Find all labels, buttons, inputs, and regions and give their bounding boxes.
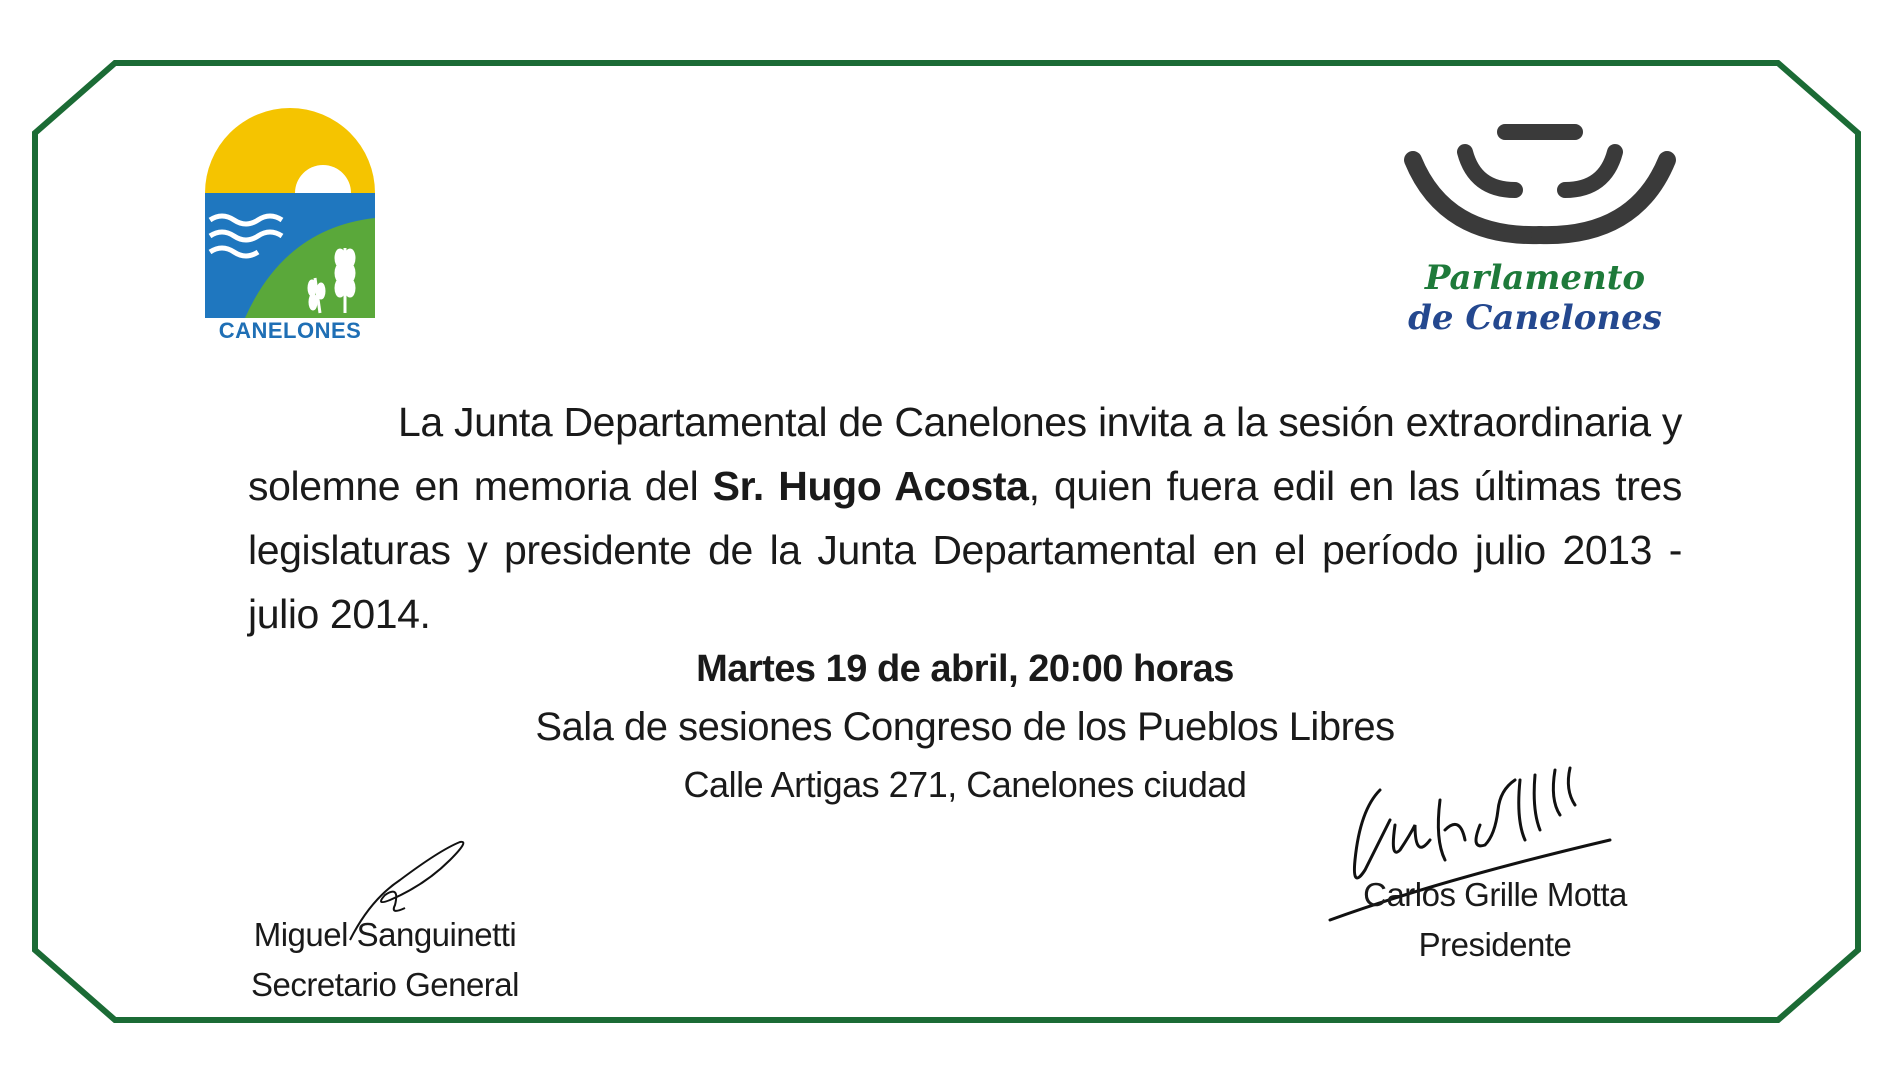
invitation-text-part1: La Junta Departamental de Canelones invita a la sesión extraordinaria y solemne en memoria del [248,399,1682,509]
signatory-right [1330,870,1660,970]
honoree-name: Sr. Hugo Acosta [712,463,1029,509]
signatory-left [220,910,550,1010]
parlamento-line1: Parlamento [1424,258,1646,298]
parlamento-logo-icon [1395,120,1685,250]
signatory-right-name: Carlos Grille Motta [1363,876,1627,913]
parlamento-line2: de Canelones [1408,298,1662,338]
signatory-left-name: Miguel Sanguinetti [253,916,517,953]
signatory-left-title: Secretario General [251,966,519,1003]
event-address: Calle Artigas 271, Canelones ciudad [683,764,1247,805]
parlamento-logo-text [1385,258,1685,338]
invitation-text-part2: , quien fuera edil en las últimas tres legislaturas y presidente de la Junta Departamental en el período julio 2013 - julio 2014. [248,463,1682,637]
invitation-paragraph [248,390,1682,646]
event-venue: Sala de sesiones Congreso de los Pueblos Libres [535,705,1395,749]
canelones-logo [205,108,375,353]
signatory-right-title: Presidente [1418,926,1572,963]
canelones-logo-label: CANELONES [218,318,362,343]
event-date: Martes 19 de abril, 20:00 horas [696,648,1234,690]
